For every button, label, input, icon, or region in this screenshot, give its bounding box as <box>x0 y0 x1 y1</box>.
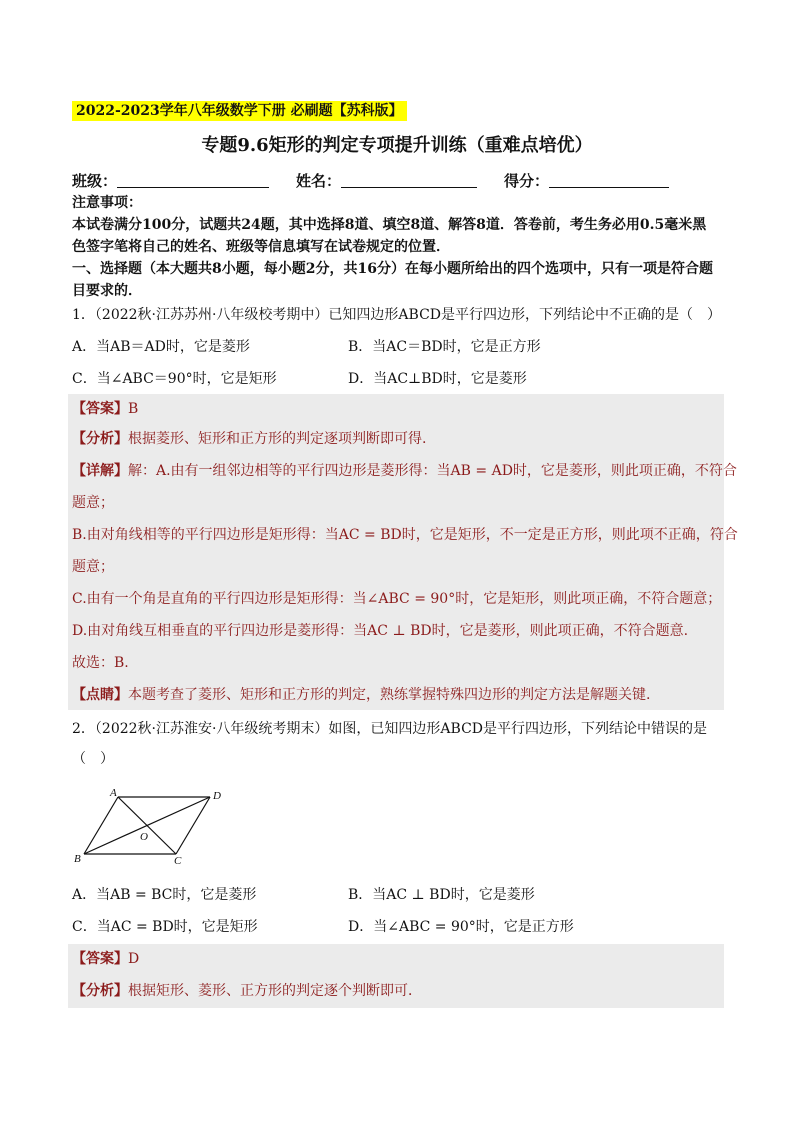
q1-analysis <box>72 428 426 450</box>
q1-answer-value: B <box>128 401 139 417</box>
label-a: A <box>110 787 117 799</box>
q1-option-c: C．当∠ABC＝90°时，它是矩形 <box>72 371 277 387</box>
name-label: 姓名： <box>296 172 342 190</box>
q1-detail-4: D.由对角线互相垂直的平行四边形是菱形得：当AC ⊥ BD时，它是菱形，则此项正确，不符合题意. <box>72 623 689 639</box>
q1-analysis-text: 根据菱形、矩形和正方形的判定逐项判断即可得. <box>128 431 427 447</box>
score-field <box>504 170 669 192</box>
q2-paren: （ ） <box>72 751 114 767</box>
q1-detail-2b: 题意； <box>72 559 114 575</box>
q1-comment-tag: 【点睛】 <box>72 687 128 703</box>
q1-detail-1b: 题意； <box>72 495 114 511</box>
q1-detail-1-text: 解：A.由有一组邻边相等的平行四边形是菱形得：当AB = AD时，它是菱形，则此项正确，不符合 <box>128 463 737 479</box>
q2-answer <box>72 948 139 970</box>
q1-detail-tag: 【详解】 <box>72 463 128 479</box>
label-b: B <box>74 853 81 865</box>
side-dc <box>176 797 210 854</box>
q2-analysis <box>72 980 422 1002</box>
section-heading-2: 目要求的． <box>72 283 142 299</box>
q2-answer-tag: 【答案】 <box>72 951 128 967</box>
q1-choice: 故选：B. <box>72 655 129 671</box>
q1-detail-1 <box>72 460 737 482</box>
q1-option-b: B．当AC＝BD时，它是正方形 <box>348 339 541 355</box>
q1-option-a: A．当AB＝AD时，它是菱形 <box>72 339 250 355</box>
q2-stem: 2．（2022秋·江苏淮安·八年级统考期末）如图，已知四边形ABCD是平行四边形，下列结论中错误的是 <box>72 721 708 737</box>
q1-option-d: D．当AC⊥BD时，它是菱形 <box>348 371 527 387</box>
header-tag: 2022-2023学年八年级数学下册 必刷题【苏科版】 <box>72 101 407 121</box>
name-field <box>296 170 477 192</box>
q2-option-d: D．当∠ABC = 90°时，它是正方形 <box>348 919 574 935</box>
label-o: O <box>140 831 148 843</box>
q1-detail-2: B.由对角线相等的平行四边形是矩形得：当AC = BD时，它是矩形，不一定是正方形，则此项不正确，符合 <box>72 527 738 543</box>
diagonal-bd <box>84 797 210 854</box>
score-label: 得分： <box>504 172 550 190</box>
q1-analysis-tag: 【分析】 <box>72 431 128 447</box>
class-field <box>72 170 269 192</box>
score-blank[interactable] <box>549 171 669 188</box>
notes-line-2: 色签字笔将自己的姓名、班级等信息填写在试卷规定的位置． <box>72 239 450 255</box>
q1-comment <box>72 684 650 706</box>
class-label: 班级： <box>72 172 118 190</box>
q1-stem: 1．（2022秋·江苏苏州·八年级校考期中）已知四边形ABCD是平行四边形，下列结论中不正确的是（ ） <box>72 307 722 323</box>
notes-heading: 注意事项： <box>72 195 142 211</box>
section-heading-1: 一、选择题（本大题共8小题，每小题2分，共16分）在每小题所给出的四个选项中，只有一项是符合题 <box>72 261 713 277</box>
q1-answer <box>72 398 138 420</box>
page-title: 专题9.6矩形的判定专项提升训练（重难点培优） <box>201 135 593 156</box>
name-blank[interactable] <box>341 171 477 188</box>
q2-option-b: B．当AC ⊥ BD时，它是菱形 <box>348 887 535 903</box>
q2-answer-value: D <box>128 951 140 967</box>
q2-analysis-tag: 【分析】 <box>72 983 128 999</box>
label-c: C <box>174 855 182 866</box>
q2-option-c: C．当AC = BD时，它是矩形 <box>72 919 258 935</box>
class-blank[interactable] <box>117 171 269 188</box>
notes-line-1: 本试卷满分100分，试题共24题，其中选择8道、填空8道、解答8道．答卷前，考生务必用0.5毫米黑 <box>72 217 707 233</box>
side-ab <box>84 797 118 854</box>
q2-option-a: A．当AB = BC时，它是菱形 <box>72 887 257 903</box>
q2-analysis-text: 根据矩形、菱形、正方形的判定逐个判断即可． <box>128 983 422 999</box>
q1-comment-text: 本题考查了菱形、矩形和正方形的判定，熟练掌握特殊四边形的判定方法是解题关键. <box>128 687 651 703</box>
q1-answer-tag: 【答案】 <box>72 401 128 417</box>
q2-parallelogram-figure <box>70 786 240 866</box>
q1-detail-3: C.由有一个角是直角的平行四边形是矩形得：当∠ABC = 90°时，它是矩形，则此项正确，不符合题意； <box>72 591 722 607</box>
label-d: D <box>213 790 221 802</box>
